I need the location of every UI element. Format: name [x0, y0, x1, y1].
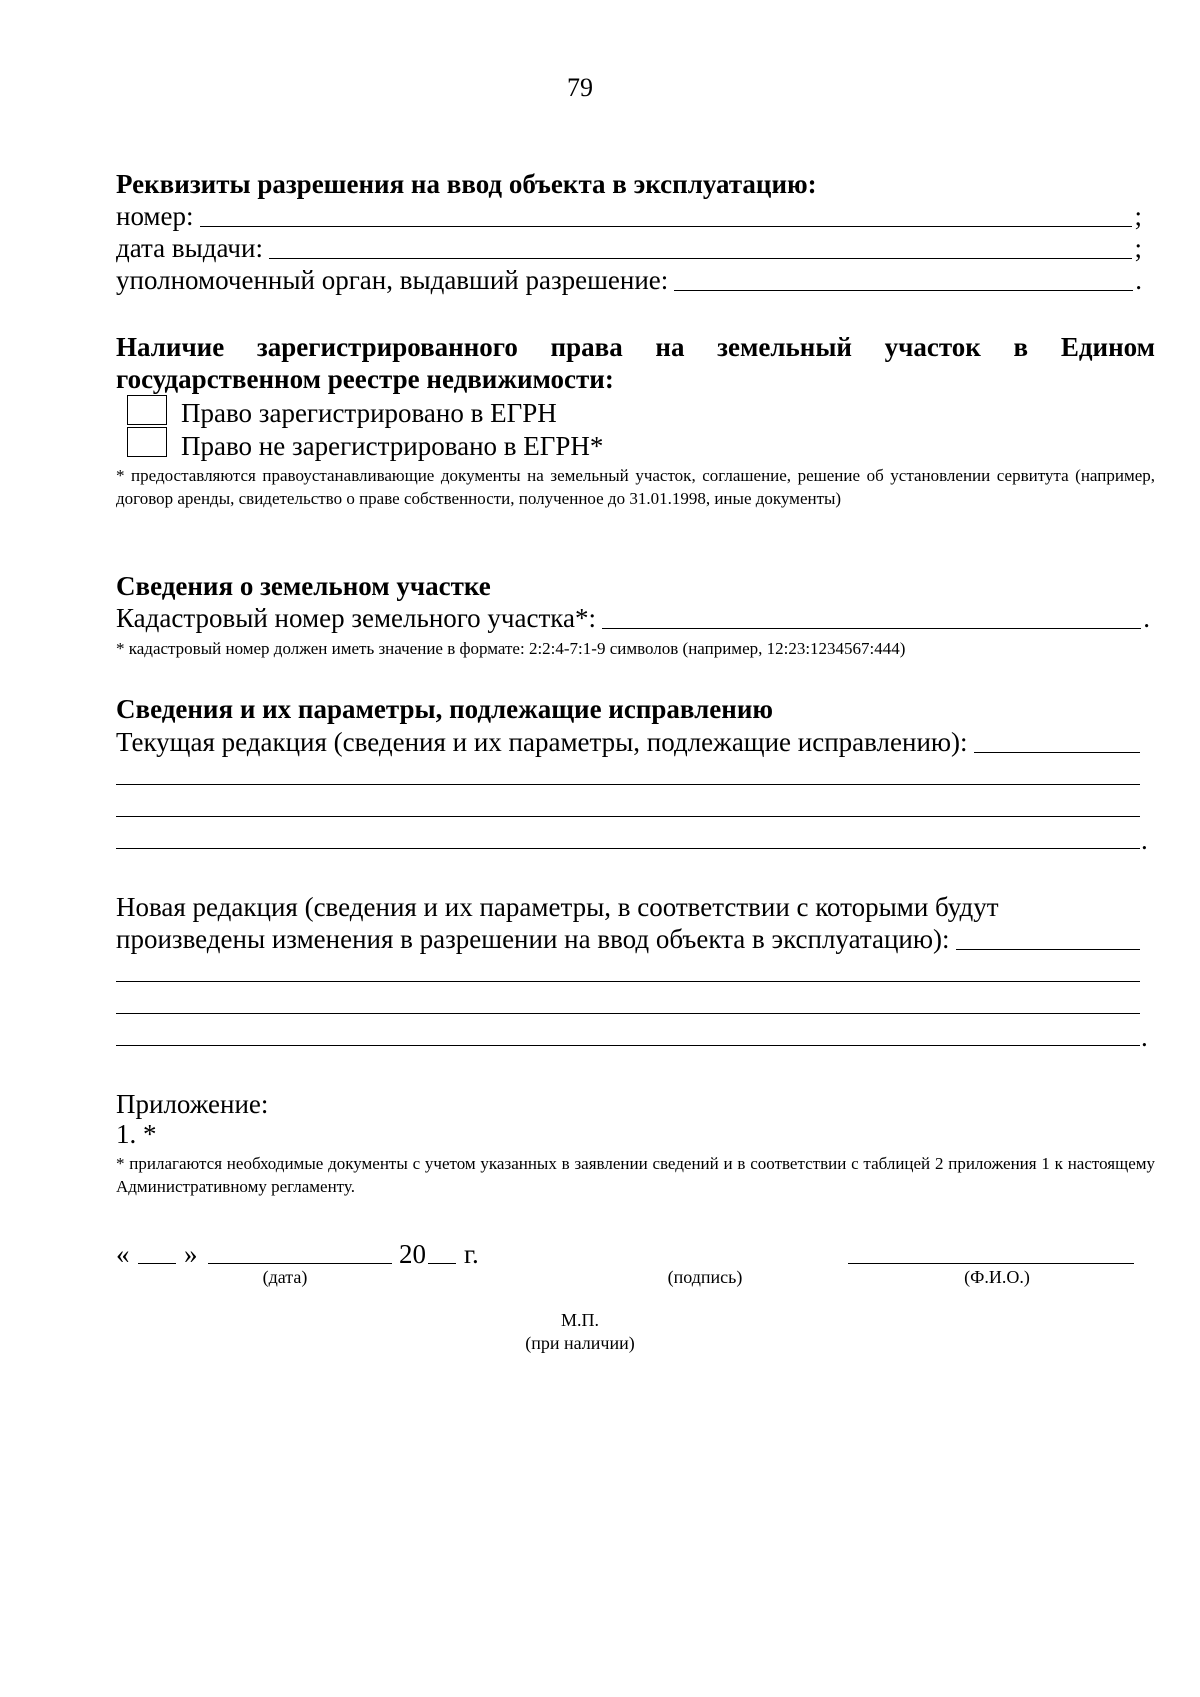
attachment-heading: Приложение: — [116, 1089, 269, 1119]
date-caption: (дата) — [262, 1267, 308, 1287]
permit-number-field[interactable] — [200, 200, 1133, 227]
new-edition-row — [116, 923, 1142, 955]
permit-date-semicolon: ; — [1134, 233, 1142, 263]
stamp-note: (при наличии) — [525, 1333, 635, 1353]
year-suffix: г. — [464, 1239, 479, 1269]
permit-heading: Реквизиты разрешения на ввод объекта в эксплуатацию: — [116, 169, 817, 199]
cadastral-field[interactable] — [602, 602, 1141, 629]
not-registered-checkbox[interactable] — [127, 427, 167, 457]
permit-date-label: дата выдачи: — [116, 233, 263, 263]
plot-heading: Сведения о земельном участке — [116, 571, 491, 601]
cadastral-row — [116, 602, 1150, 634]
current-edition-line-2[interactable] — [116, 816, 1140, 817]
permit-number-semicolon: ; — [1134, 201, 1142, 231]
new-edition-line-1[interactable] — [116, 981, 1140, 982]
permit-date-field[interactable] — [269, 232, 1133, 259]
new-edition-label-line2: произведены изменения в разрешении на ввод объекта в эксплуатацию): — [116, 924, 950, 954]
name-caption: (Ф.И.О.) — [964, 1267, 1030, 1287]
new-edition-line-3[interactable] — [116, 1045, 1140, 1046]
date-quote-close: » — [184, 1239, 198, 1269]
date-quote-open: « — [116, 1239, 130, 1269]
not-registered-option-label: Право не зарегистрировано в ЕГРН* — [181, 431, 604, 461]
registered-option-label: Право зарегистрировано в ЕГРН — [181, 398, 557, 428]
registered-checkbox[interactable] — [127, 395, 167, 425]
land-right-heading-line2: государственном реестре недвижимости: — [116, 364, 614, 394]
current-edition-row — [116, 726, 1142, 758]
permit-date-row — [116, 232, 1142, 264]
land-right-footnote: * предоставляются правоустанавливающие документы на земельный участок, соглашение, решение об установлении сервитута (например, договор аренды, свидетельство о праве собственности, полученное до 31.01.1998, иные документы) — [116, 466, 1155, 508]
attachment-item: 1. * — [116, 1119, 157, 1149]
current-edition-field[interactable] — [974, 726, 1140, 753]
page-number: 79 — [567, 73, 593, 102]
cadastral-label: Кадастровый номер земельного участка*: — [116, 603, 596, 633]
permit-authority-period: . — [1135, 265, 1142, 295]
cadastral-period: . — [1143, 603, 1150, 633]
land-right-heading-line1: Наличие зарегистрированного права на земельный участок в Едином — [116, 332, 1155, 362]
current-edition-period: . — [1141, 825, 1148, 855]
new-edition-label-line1: Новая редакция (сведения и их параметры, в соответствии с которыми будут — [116, 892, 999, 922]
current-edition-line-3[interactable] — [116, 848, 1140, 849]
permit-authority-field[interactable] — [674, 264, 1133, 291]
current-edition-label: Текущая редакция (сведения и их параметры, подлежащие исправлению): — [116, 727, 968, 757]
permit-number-label: номер: — [116, 201, 194, 231]
date-day-field[interactable] — [138, 1263, 176, 1264]
new-edition-period: . — [1141, 1022, 1148, 1052]
permit-number-row — [116, 200, 1142, 232]
stamp-label: М.П. — [560, 1310, 599, 1330]
year-field[interactable] — [428, 1263, 456, 1264]
attachment-footnote: * прилагаются необходимые документы с учетом указанных в заявлении сведений и в соответствии с таблицей 2 приложения 1 к настоящему Административному регламенту. — [116, 1154, 1155, 1196]
name-field[interactable] — [848, 1263, 1134, 1264]
current-edition-line-1[interactable] — [116, 784, 1140, 785]
corrections-heading: Сведения и их параметры, подлежащие исправлению — [116, 694, 774, 724]
year-prefix: 20 — [399, 1239, 426, 1269]
permit-authority-label: уполномоченный орган, выдавший разрешение: — [116, 265, 669, 295]
signature-caption: (подпись) — [667, 1267, 743, 1287]
new-edition-line-2[interactable] — [116, 1013, 1140, 1014]
plot-footnote: * кадастровый номер должен иметь значение в формате: 2:2:4-7:1-9 символов (например, 12:23:1234567:444) — [116, 639, 906, 658]
date-month-field[interactable] — [208, 1263, 392, 1264]
new-edition-field[interactable] — [956, 923, 1140, 950]
permit-authority-row — [116, 264, 1142, 296]
